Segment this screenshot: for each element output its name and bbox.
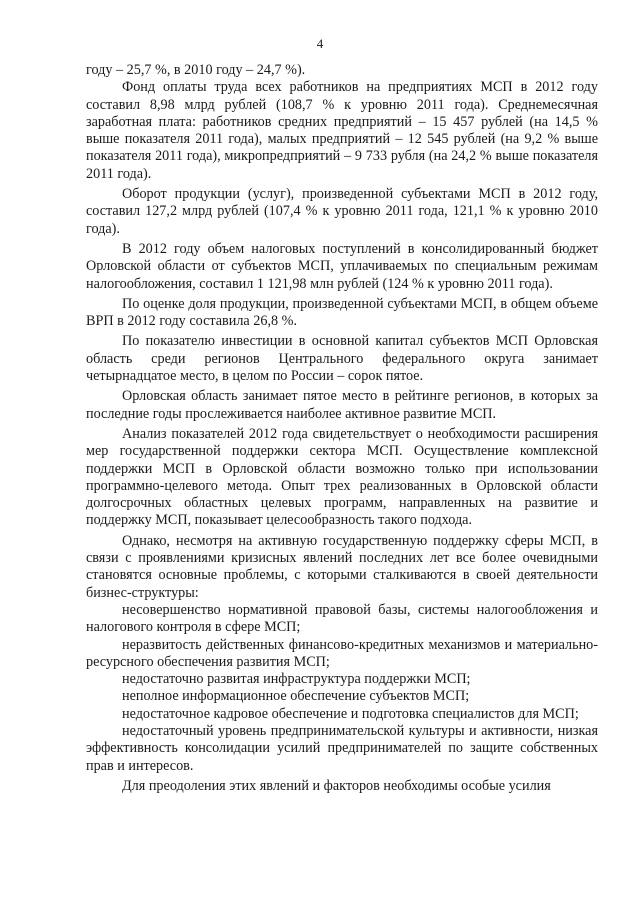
paragraph: Орловская область занимает пятое место в рейтинге регионов, в которых за последние годы прослеживается наиболее активное развитие МСП. (86, 388, 598, 422)
list-item: неразвитость действенных финансово-кредитных механизмов и материально-ресурсного обеспечения развития МСП; (86, 636, 598, 670)
list-item: недостаточный уровень предпринимательской культуры и активности, низкая эффективность консолидации усилий предпринимателей по защите собственных прав и интересов. (86, 722, 598, 774)
paragraph: Анализ показателей 2012 года свидетельствует о необходимости расширения мер государственной поддержки сектора МСП. Осуществление комплексной поддержки МСП в Орловской области возможно только при использовании программно-целевого метода. Опыт трех реализованных в Орловской области долгосрочных областных целевых программ, направленных на развитие и поддержку МСП, показывает целесообразность такого подхода. (86, 425, 598, 529)
page-number: 4 (316, 36, 324, 51)
paragraph: году – 25,7 %, в 2010 году – 24,7 %). (86, 62, 306, 78)
paragraph: Оборот продукции (услуг), произведенной субъектами МСП в 2012 году, составил 127,2 млрд рублей (107,4 % к уровню 2011 года, 121,1 % к уровню 2010 года). (86, 186, 598, 237)
list-item: недостаточно развитая инфраструктура поддержки МСП; (122, 671, 471, 688)
paragraph: Фонд оплаты труда всех работников на предприятиях МСП в 2012 году составил 8,98 млрд рублей (108,7 % к уровню 2011 года). Среднемесячная заработная плата: работников средних предприятий – 15 457 рублей (на 14,5 % выше показателя 2011 года), малых предприятий – 12 545 рублей (на 9,2 % выше показателя 2011 года), микропредприятий – 9 733 рубля (на 24,2 % выше показателя 2011 года). (86, 79, 598, 182)
list-item: недостаточное кадровое обеспечение и подготовка специалистов для МСП; (122, 705, 579, 722)
paragraph: Для преодоления этих явлений и факторов необходимы особые усилия (122, 777, 551, 794)
paragraph: В 2012 году объем налоговых поступлений в консолидированный бюджет Орловской области от субъектов МСП, уплачиваемых по специальным режимам налогообложения, составил 1 121,98 млн рублей (124 % к уровню 2011 года). (86, 240, 598, 292)
page-body (86, 62, 598, 795)
paragraph: Однако, несмотря на активную государственную поддержку сферы МСП, в связи с проявлениями кризисных явлений последних лет все более очевидными становятся основные проблемы, с которыми сталкиваются в своей деятельности бизнес-структуры: (86, 532, 598, 601)
paragraph: По оценке доля продукции, произведенной субъектами МСП, в общем объеме ВРП в 2012 году составила 26,8 %. (86, 295, 598, 330)
list-item: неполное информационное обеспечение субъектов МСП; (122, 688, 470, 705)
paragraph: По показателю инвестиции в основной капитал субъектов МСП Орловская область среди регионов Центрального федерального округа занимает четырнадцатое место, в целом по России – сорок пятое. (86, 333, 598, 385)
list-item: несовершенство нормативной правовой базы, системы налогообложения и налогового контроля в сфере МСП; (86, 601, 598, 636)
